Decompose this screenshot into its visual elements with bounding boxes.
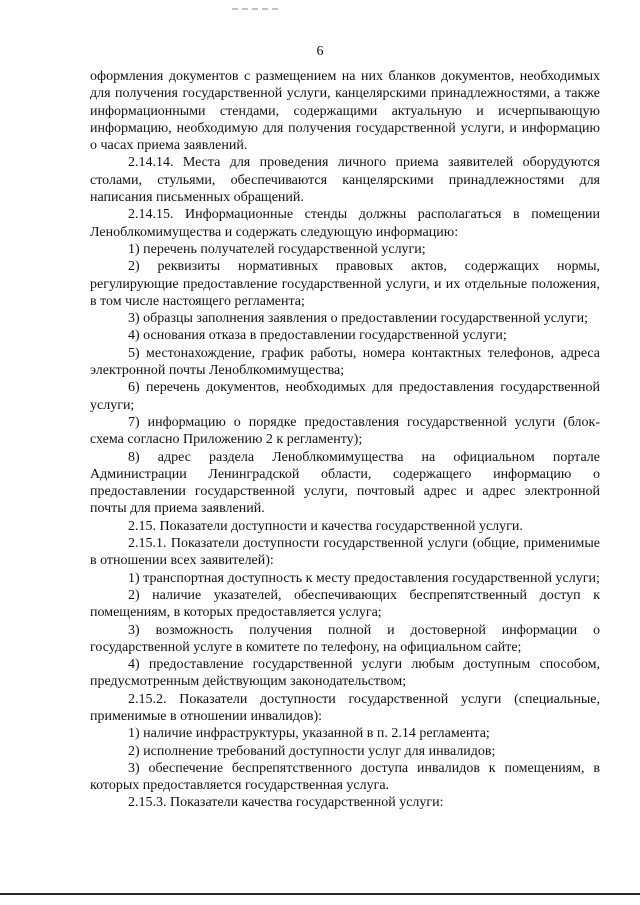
- paragraph: 4) предоставление государственной услуги любым доступным способом, предусмотренным действующим законодательством;: [90, 657, 600, 690]
- paragraph: 2.14.14. Места для проведения личного приема заявителей оборудуются столами, стульями, обеспечиваются канцелярскими принадлежностями для написания письменных обращений.: [90, 155, 600, 206]
- paragraph: 2.15.3. Показатели качества государственной услуги:: [128, 795, 444, 811]
- paragraph: 4) основания отказа в предоставлении государственной услуги;: [128, 328, 507, 344]
- paragraph: 5) местонахождение, график работы, номера контактных телефонов, адреса электронной почты Леноблкомимущества;: [90, 345, 600, 379]
- paragraph: 2.15.1. Показатели доступности государственной услуги (общие, применимые в отношении всех заявителей):: [90, 536, 600, 569]
- paragraph: 1) транспортная доступность к месту предоставления государственной услуги;: [128, 570, 600, 586]
- paragraph: 2.15. Показатели доступности и качества государственной услуги.: [128, 518, 523, 534]
- paragraph: 1) перечень получателей государственной услуги;: [128, 241, 426, 257]
- paragraph: 3) возможность получения полной и достоверной информации о государственной услуге в комитете по телефону, на официальном сайте;: [90, 622, 600, 655]
- paragraph: 2) исполнение требований доступности услуг для инвалидов;: [128, 743, 496, 759]
- paragraph: оформления документов с размещением на них бланков документов, необходимых для получения государственной услуги, канцелярскими принадлежностями, а также информационными стендами, содержащими актуальную и исчерпывающую информацию, необходимую для получения государственной услуги, и информацию о часах приема заявлений.: [90, 69, 600, 154]
- paragraph: 3) обеспечение беспрепятственного доступа инвалидов к помещениям, в которых предоставляется государственная услуга.: [90, 760, 600, 794]
- paragraph: 6) перечень документов, необходимых для предоставления государственной услуги;: [90, 380, 600, 413]
- paragraph: 3) образцы заполнения заявления о предоставлении государственной услуги;: [128, 311, 589, 327]
- paragraph: 2.14.15. Информационные стенды должны располагаться в помещении Леноблкомимущества и содержать следующую информацию:: [90, 207, 600, 240]
- paragraph: 2) наличие указателей, обеспечивающих беспрепятственный доступ к помещениям, в которых предоставляется услуга;: [90, 587, 600, 621]
- paragraph: 2) реквизиты нормативных правовых актов, содержащих нормы, регулирующие предоставление государственной услуги, и их отдельные положения, в том числе настоящего регламента;: [90, 259, 600, 309]
- paragraph: 1) наличие инфраструктуры, указанной в п. 2.14 регламента;: [128, 726, 490, 742]
- paragraph: 7) информацию о порядке предоставления государственной услуги (блок-схема согласно Приложению 2 к регламенту);: [90, 414, 600, 448]
- document-body: [90, 68, 600, 812]
- paragraph: 2.15.2. Показатели доступности государственной услуги (специальные, применимые в отношении инвалидов):: [90, 691, 600, 724]
- paragraph: 8) адрес раздела Леноблкомимущества на официальном портале Администрации Ленинградской области, содержащего информацию о предоставлении государственной услуги, почтовый адрес и адрес электронной почты для приема заявлений.: [90, 449, 600, 517]
- scan-artifact: [232, 8, 282, 10]
- page-bottom-edge: [0, 893, 640, 895]
- page-number: 6: [316, 44, 324, 59]
